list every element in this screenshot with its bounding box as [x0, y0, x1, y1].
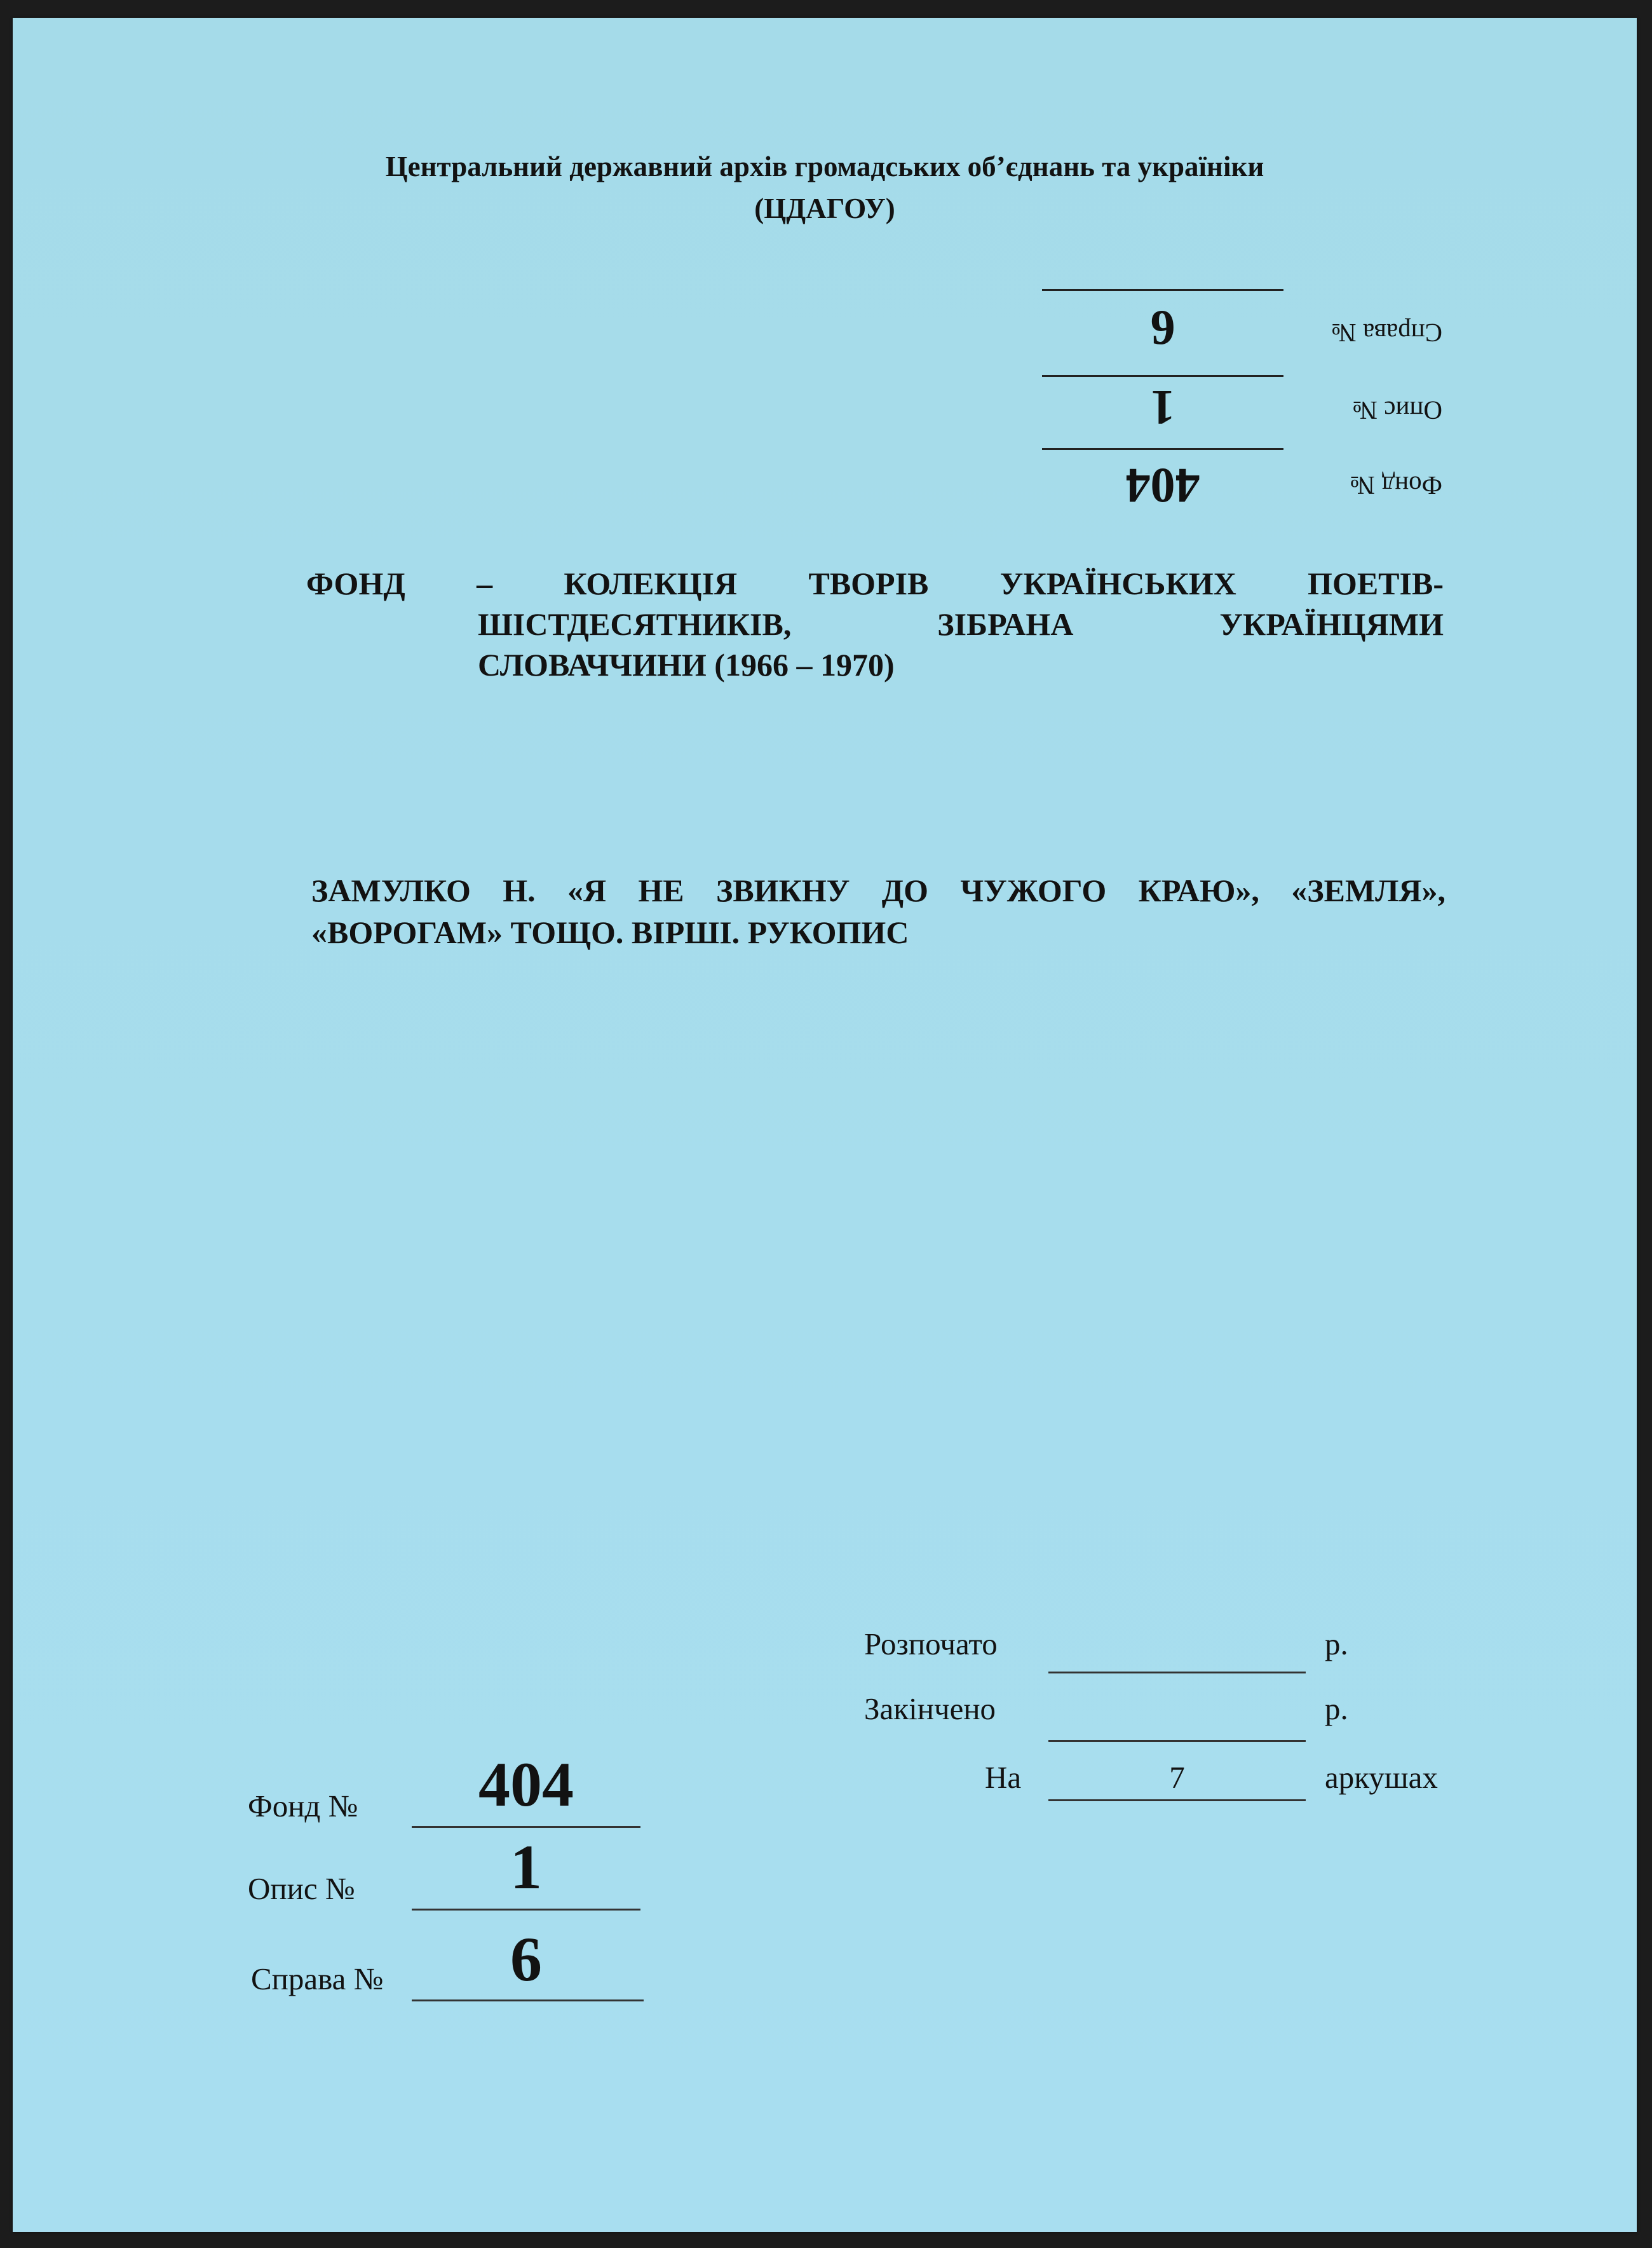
- inverted-opys-line: [1042, 375, 1283, 377]
- bottom-sprava-value: 6: [510, 1924, 542, 1994]
- fond-heading-line-3: СЛОВАЧЧИНИ (1966 – 1970): [478, 647, 895, 683]
- inverted-fond-line: [1042, 448, 1283, 450]
- fond-heading-line-1: ФОНД – КОЛЕКЦІЯ ТВОРІВ УКРАЇНСЬКИХ ПОЕТІВ-: [306, 566, 1444, 601]
- case-title-line-1: ЗАМУЛКО Н. «Я НЕ ЗВИКНУ ДО ЧУЖОГО КРАЮ», «ЗЕМЛЯ»,: [311, 873, 1446, 908]
- bottom-opys-label: Опис №: [248, 1871, 355, 1906]
- sheets-line: [1048, 1799, 1306, 1801]
- bottom-opys-value: 1: [510, 1832, 542, 1902]
- sheets-suffix: аркушах: [1325, 1760, 1438, 1795]
- inverted-sprava-line: [1042, 289, 1283, 291]
- sheets-count: 7: [1169, 1760, 1185, 1795]
- inverted-fond-label: Фонд №: [1350, 471, 1442, 500]
- finished-line: [1048, 1740, 1306, 1742]
- inverted-sprava-value: 6: [1150, 301, 1175, 356]
- archive-cover-sheet: [13, 18, 1637, 2232]
- archive-abbreviation: (ЦДАГОУ): [754, 193, 895, 224]
- bottom-fond-line: [412, 1826, 640, 1828]
- started-label: Розпочато: [864, 1626, 998, 1661]
- inverted-stamp: [1036, 247, 1442, 514]
- bottom-opys-line: [412, 1909, 640, 1911]
- bottom-fond-value: 404: [478, 1749, 574, 1820]
- inverted-fond-value: 404: [1125, 458, 1200, 514]
- bottom-sprava-label: Справа №: [251, 1961, 384, 1996]
- started-suffix: р.: [1325, 1626, 1348, 1661]
- fond-heading-line-2: ШІСТДЕСЯТНИКІВ, ЗІБРАНА УКРАЇНЦЯМИ: [478, 606, 1444, 642]
- sheets-prefix: На: [985, 1760, 1022, 1795]
- archive-name: Центральний державний архів громадських об’єднань та україніки: [385, 151, 1264, 182]
- case-title: [311, 869, 1446, 953]
- inverted-opys-label: Опис №: [1352, 396, 1442, 425]
- inverted-sprava-label: Справа №: [1331, 318, 1442, 348]
- inverted-opys-value: 1: [1150, 380, 1175, 435]
- bottom-fond-label: Фонд №: [248, 1788, 358, 1823]
- started-line: [1048, 1672, 1306, 1673]
- bottom-sprava-line: [412, 1999, 644, 2001]
- finished-label: Закінчено: [864, 1691, 996, 1726]
- case-title-line-2: «ВОРОГАМ» ТОЩО. ВІРШІ. РУКОПИС: [311, 915, 909, 950]
- finished-suffix: р.: [1325, 1691, 1348, 1726]
- fond-heading: [306, 563, 1444, 685]
